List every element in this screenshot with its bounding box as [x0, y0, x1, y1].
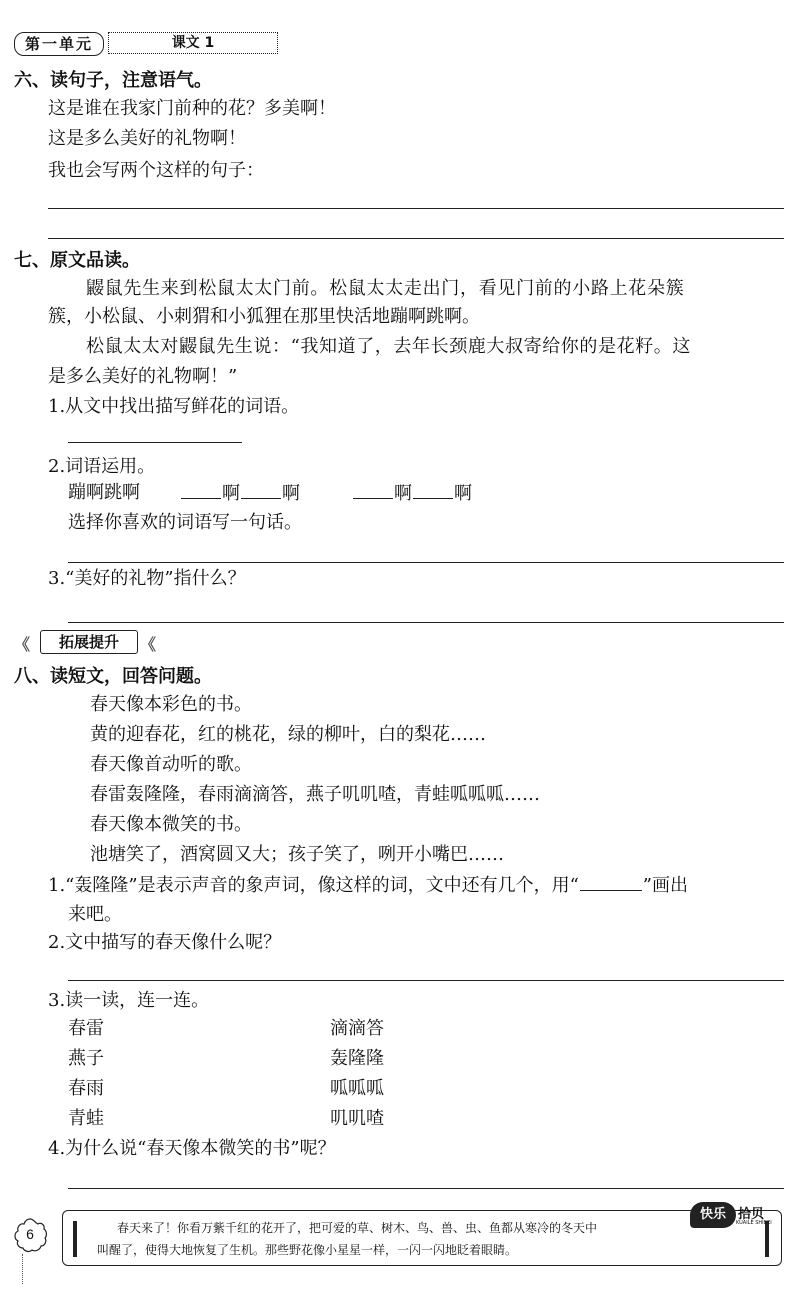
s8-question-1 — [48, 872, 688, 899]
s8-q1-text-b: ”画出 — [642, 875, 688, 896]
s7-q2-answer-line[interactable] — [68, 562, 784, 563]
tip-line-2: 叫醒了，使得大地恢复了生机。那些野花像小星星一样，一闪一闪地眨着眼睛。 — [97, 1243, 518, 1257]
s7-para2-line2: 是多么美好的礼物啊！” — [48, 366, 238, 387]
s8-q1-text-a: 1.“轰隆隆”是表示声音的象声词，像这样的词，文中还有几个，用“ — [48, 875, 579, 896]
poem-line-3: 春天像首动听的歌。 — [90, 754, 252, 775]
match-right-1[interactable]: 滴滴答 — [330, 1018, 384, 1039]
page-number: 6 — [26, 1226, 34, 1242]
match-left-4[interactable]: 青蛙 — [68, 1108, 104, 1129]
badge-kuaile: 快乐 — [690, 1202, 736, 1228]
tip-box — [62, 1210, 782, 1266]
chevron-left-icon: 《 — [14, 635, 31, 654]
s7-q1-answer-line[interactable] — [68, 442, 242, 443]
s8-q1-continued: 来吧。 — [68, 904, 122, 925]
s6-sentence-1: 这是谁在我家门前种的花？多美啊！ — [48, 98, 336, 119]
match-right-4[interactable]: 叽叽喳 — [330, 1108, 384, 1129]
poem-line-2: 黄的迎春花，红的桃花，绿的柳叶，白的梨花…… — [90, 724, 486, 745]
s6-answer-line-1[interactable] — [48, 208, 784, 209]
extension-banner — [14, 630, 157, 654]
page-number-badge — [10, 1216, 50, 1256]
blank[interactable] — [413, 480, 453, 499]
s8-question-4: 4.为什么说“春天像本微笑的书”呢？ — [48, 1138, 336, 1159]
match-right-3[interactable]: 呱呱呱 — [330, 1078, 384, 1099]
s7-para1-line2: 簇，小松鼠、小刺猬和小狐狸在那里快活地蹦啊跳啊。 — [48, 306, 480, 327]
match-right-2[interactable]: 轰隆隆 — [330, 1048, 384, 1069]
s8-q2-answer-line[interactable] — [68, 980, 784, 981]
s7-q2-instruction: 选择你喜欢的词语写一句话。 — [68, 512, 302, 533]
char-a: 啊 — [454, 483, 472, 504]
blank[interactable] — [241, 480, 281, 499]
match-left-2[interactable]: 燕子 — [68, 1048, 104, 1069]
poem-line-6: 池塘笑了，酒窝圆又大；孩子笑了，咧开小嘴巴…… — [90, 844, 504, 865]
poem-line-1: 春天像本彩色的书。 — [90, 694, 252, 715]
kuaile-shibei-badge — [690, 1200, 782, 1234]
s8-q4-answer-line[interactable] — [68, 1188, 784, 1189]
s7-q2-pattern-1 — [180, 480, 300, 507]
s7-question-1: 1.从文中找出描写鲜花的词语。 — [48, 396, 300, 417]
dotted-divider — [22, 1254, 23, 1284]
poem-line-5: 春天像本微笑的书。 — [90, 814, 252, 835]
chevron-left-icon: 《 — [140, 635, 157, 654]
s6-sentence-2: 这是多么美好的礼物啊！ — [48, 128, 246, 149]
section-7-title: 七、原文品读。 — [14, 250, 140, 271]
unit-label: 第一单元 — [14, 32, 104, 56]
s8-question-2: 2.文中描写的春天像什么呢？ — [48, 932, 282, 953]
badge-small-text: KUAILE SHIBEI — [736, 1220, 772, 1226]
char-a: 啊 — [394, 483, 412, 504]
char-a: 啊 — [222, 483, 240, 504]
tip-line-1: 春天来了！你看万紫千红的花开了，把可爱的草、树木、鸟、兽、虫、鱼都从寒冷的冬天中 — [117, 1221, 598, 1235]
section-6-title: 六、读句子，注意语气。 — [14, 70, 212, 91]
s7-q2-pattern-2 — [352, 480, 472, 507]
blank[interactable] — [353, 480, 393, 499]
poem-line-4: 春雷轰隆隆，春雨滴滴答，燕子叽叽喳，青蛙呱呱呱…… — [90, 784, 540, 805]
s8-question-3: 3.读一读，连一连。 — [48, 990, 210, 1011]
lesson-label: 课文 1 — [108, 32, 278, 54]
s7-q2-example: 蹦啊跳啊 — [68, 482, 140, 503]
match-left-1[interactable]: 春雷 — [68, 1018, 104, 1039]
s7-para1-line1: 鼹鼠先生来到松鼠太太门前。松鼠太太走出门，看见门前的小路上花朵簇 — [86, 278, 685, 299]
blank[interactable] — [181, 480, 221, 499]
s7-question-3: 3.“美好的礼物”指什么？ — [48, 568, 246, 589]
s7-question-2: 2.词语运用。 — [48, 456, 156, 477]
s6-instruction: 我也会写两个这样的句子： — [48, 160, 264, 181]
extension-banner-label: 拓展提升 — [40, 630, 138, 654]
s7-q3-answer-line[interactable] — [68, 622, 784, 623]
s7-para2-line1: 松鼠太太对鼹鼠先生说：“我知道了，去年长颈鹿大叔寄给你的是花籽。这 — [86, 336, 691, 357]
match-left-3[interactable]: 春雨 — [68, 1078, 104, 1099]
char-a: 啊 — [282, 483, 300, 504]
tip-bar-left — [73, 1221, 77, 1257]
badge-shibei: 拾贝 — [738, 1207, 765, 1222]
s6-answer-line-2[interactable] — [48, 238, 784, 239]
blank[interactable] — [580, 872, 642, 891]
section-8-title: 八、读短文，回答问题。 — [14, 666, 212, 687]
